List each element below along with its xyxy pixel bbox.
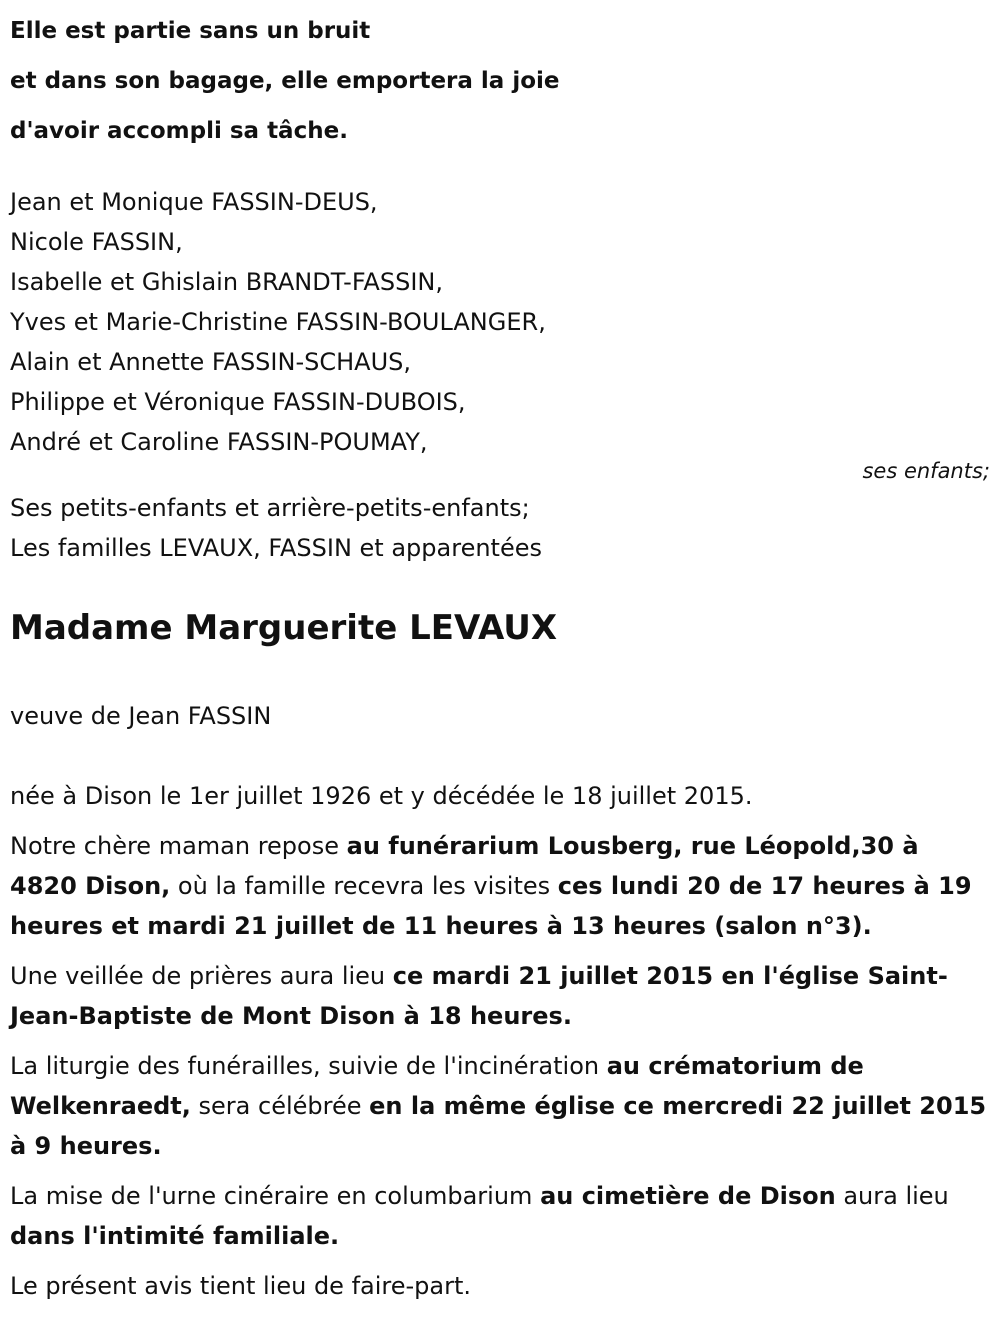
visitation-paragraph (10, 826, 990, 946)
children-role: ses enfants; (862, 459, 990, 483)
relatives-entry: Ses petits-enfants et arrière-petits-enfants; (10, 494, 530, 522)
death-notice (10, 0, 990, 1306)
poem-line: et dans son bagage, elle emportera la joie (10, 68, 560, 94)
children-list (10, 182, 990, 462)
funeral-details: en la même église ce mercredi 22 juillet 2015 à 9 heures. (10, 1092, 987, 1160)
child-entry: André et Caroline FASSIN-POUMAY, (10, 428, 428, 456)
urn-details: dans l'intimité familiale. (10, 1222, 340, 1250)
child-entry: Isabelle et Ghislain BRANDT-FASSIN, (10, 268, 443, 296)
vigil-details: ce mardi 21 juillet 2015 en l'église Saint-Jean-Baptiste de Mont Dison à 18 heures. (10, 962, 948, 1030)
relatives-list (10, 488, 990, 568)
visitation-text: Notre chère maman repose (10, 832, 347, 860)
funeral-crematorium: au crématorium de Welkenraedt, (10, 1052, 864, 1120)
widow-of: veuve de Jean FASSIN (10, 702, 272, 730)
urn-text: La mise de l'urne cinéraire en columbarium (10, 1182, 541, 1210)
child-entry: Nicole FASSIN, (10, 228, 183, 256)
poem (10, 6, 990, 156)
child-entry: Yves et Marie-Christine FASSIN-BOULANGER, (10, 308, 546, 336)
closing-line: Le présent avis tient lieu de faire-part. (10, 1272, 472, 1300)
vigil-paragraph (10, 956, 990, 1036)
deceased-name: Madame Marguerite LEVAUX (10, 608, 558, 648)
visitation-place: au funérarium Lousberg, rue Léopold,30 à 4820 Dison, (10, 832, 919, 900)
visitation-times: ces lundi 20 de 17 heures à 19 heures et mardi 21 juillet de 11 heures à 13 heures (salon n°3). (10, 872, 972, 940)
child-entry: Jean et Monique FASSIN-DEUS, (10, 188, 378, 216)
visitation-text: où la famille recevra les visites (170, 872, 558, 900)
funeral-text: sera célébrée (190, 1092, 370, 1120)
vigil-text: Une veillée de prières aura lieu (10, 962, 393, 990)
urn-text: aura lieu (835, 1182, 949, 1210)
funeral-paragraph (10, 1046, 990, 1166)
relatives-entry: Les familles LEVAUX, FASSIN et apparentées (10, 534, 542, 562)
urn-place: au cimetière de Dison (540, 1182, 836, 1210)
child-entry: Alain et Annette FASSIN-SCHAUS, (10, 348, 411, 376)
birth-death: née à Dison le 1er juillet 1926 et y décédée le 18 juillet 2015. (10, 782, 753, 810)
poem-line: Elle est partie sans un bruit (10, 18, 371, 44)
funeral-text: La liturgie des funérailles, suivie de l'incinération (10, 1052, 607, 1080)
child-entry: Philippe et Véronique FASSIN-DUBOIS, (10, 388, 466, 416)
poem-line: d'avoir accompli sa tâche. (10, 118, 348, 144)
urn-paragraph (10, 1176, 990, 1256)
